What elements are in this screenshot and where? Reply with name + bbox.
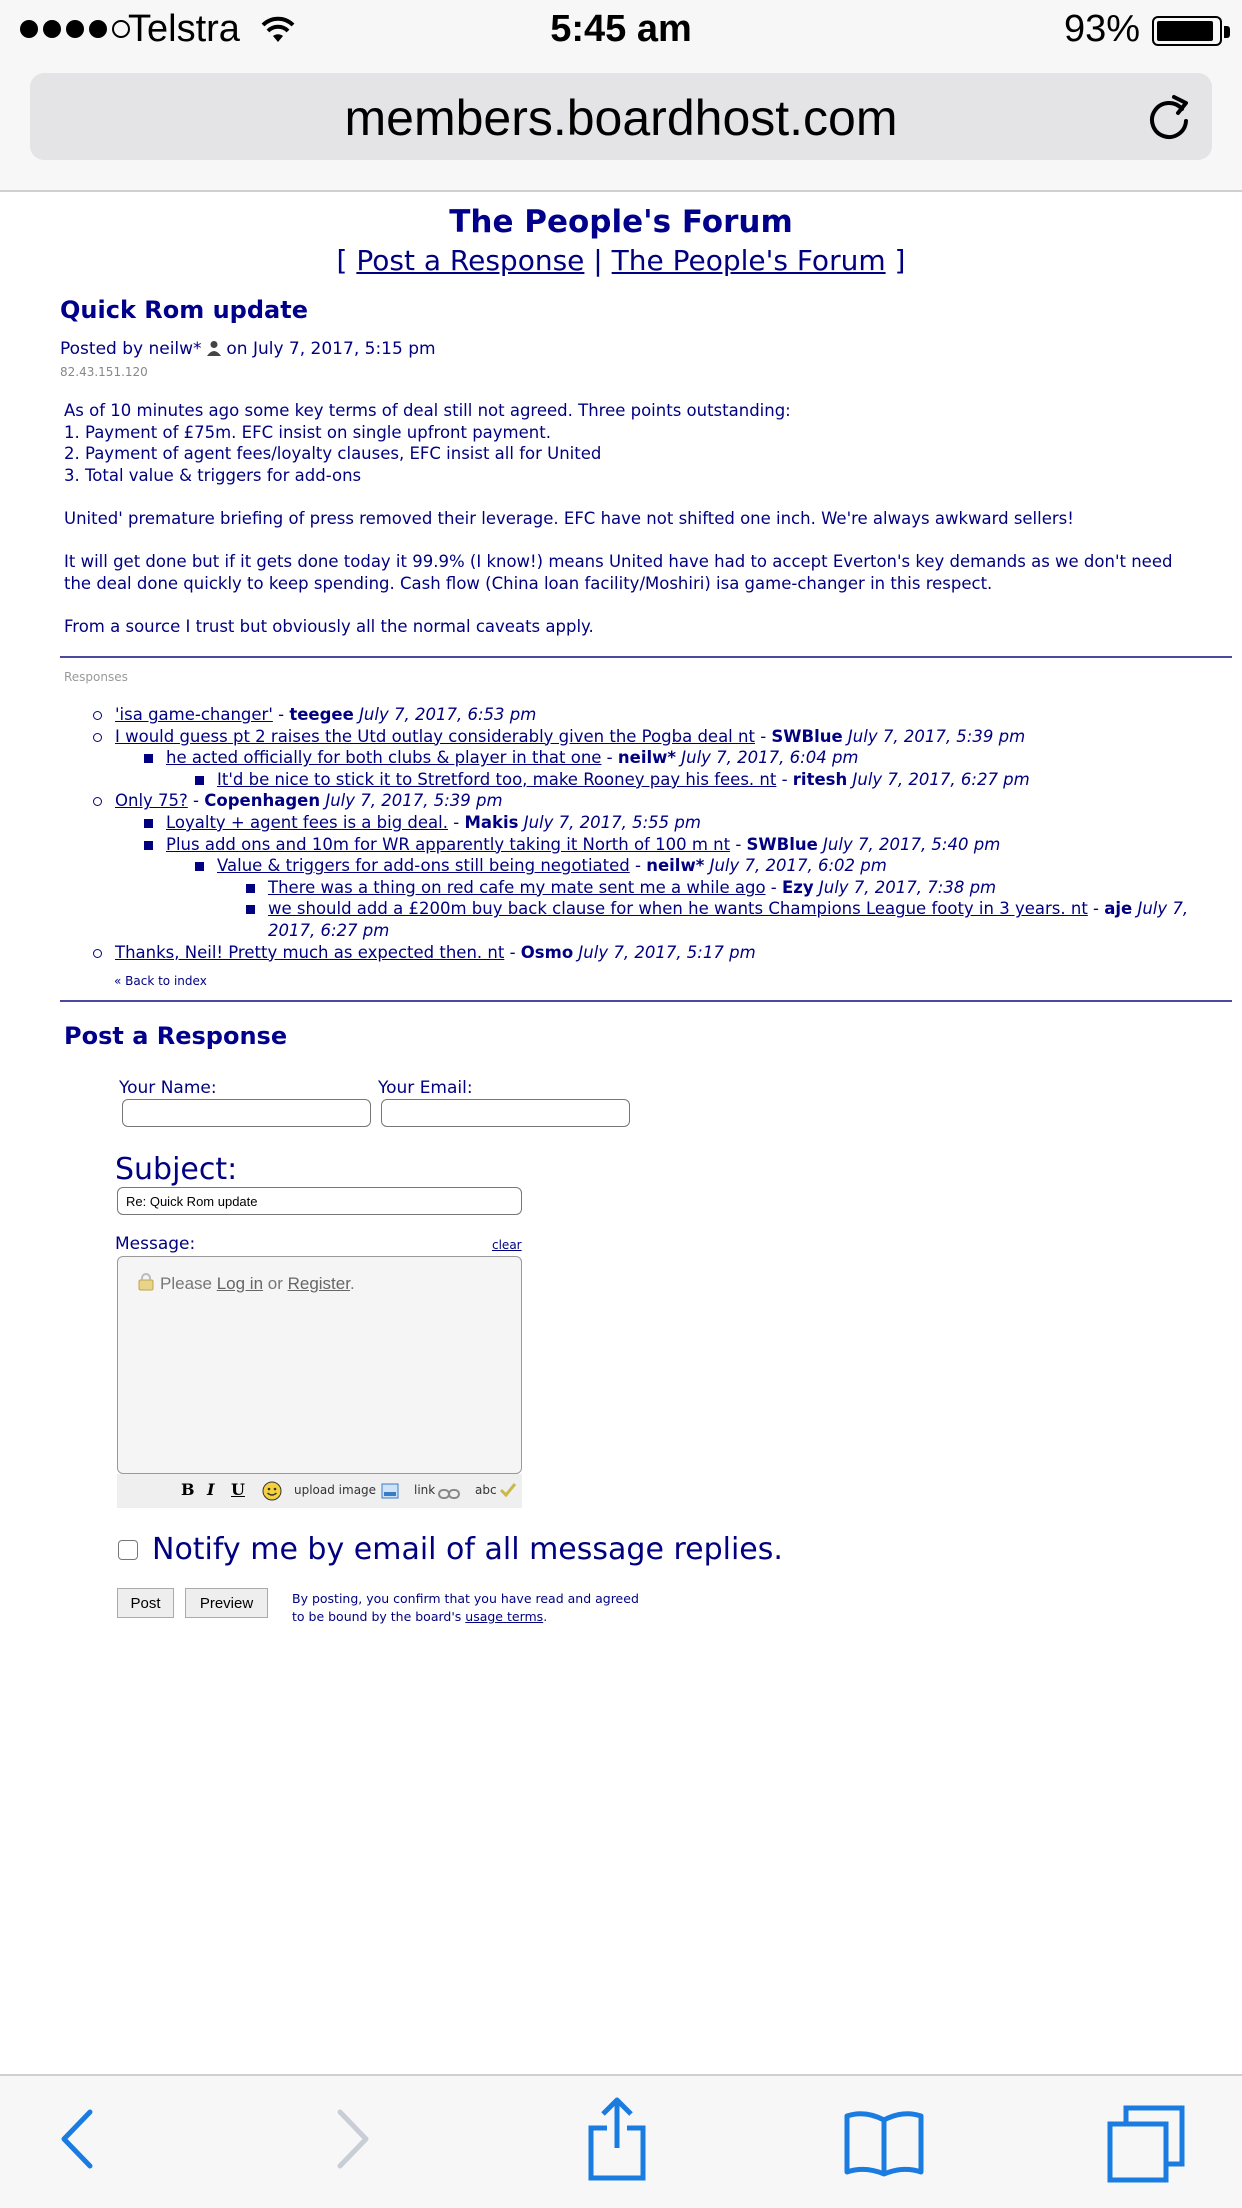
address-bar[interactable]	[30, 73, 1212, 160]
response-author: SWBlue	[771, 726, 843, 746]
back-arrow-icon[interactable]	[58, 2104, 98, 2178]
login-prefix: Please	[160, 1274, 217, 1293]
post-paragraph	[64, 400, 1184, 486]
post-button[interactable]: Post	[117, 1588, 174, 1618]
response-author: SWBlue	[746, 834, 818, 854]
response-link[interactable]: Plus add ons and 10m for WR apparently taking it North of 100 m nt	[166, 834, 731, 854]
subject-label: Subject:	[115, 1152, 238, 1187]
battery-percentage: 93%	[1063, 8, 1140, 50]
response-author: ritesh	[792, 769, 848, 789]
response-author: Ezy	[782, 877, 814, 897]
lock-icon	[138, 1273, 154, 1296]
poster-ip: 82.43.151.120	[60, 365, 148, 379]
editor-toolbar	[117, 1474, 522, 1508]
browser-bottom-toolbar	[0, 2074, 1242, 2208]
response-item	[217, 855, 887, 877]
response-item-continuation	[268, 920, 389, 942]
italic-button[interactable]: I	[207, 1480, 215, 1499]
response-date: July 7, 2017, 5:39 pm	[325, 791, 503, 811]
response-item	[115, 704, 536, 726]
separator: -	[776, 769, 793, 789]
notify-checkbox[interactable]	[118, 1540, 138, 1560]
response-date: July 7, 2017, 5:55 pm	[523, 813, 701, 832]
divider	[60, 1000, 1232, 1002]
response-link[interactable]: we should add a £200m buy back clause for when he wants Champions League footy in 3 years. nt	[268, 899, 1088, 919]
email-label: Your Email:	[378, 1078, 473, 1098]
response-link[interactable]: Thanks, Neil! Pretty much as expected then. nt	[115, 942, 505, 962]
register-link[interactable]: Register	[287, 1274, 350, 1293]
square-bullet-icon	[246, 884, 255, 893]
name-label: Your Name:	[119, 1078, 217, 1098]
response-item	[268, 898, 1188, 920]
response-author: Copenhagen	[204, 791, 321, 811]
nav-post-response-link[interactable]: Post a Response	[356, 244, 585, 277]
checkmark-icon[interactable]	[500, 1482, 516, 1501]
reload-icon[interactable]	[1146, 91, 1192, 145]
circle-bullet-icon	[93, 733, 102, 742]
post-line: 3. Total value & triggers for add-ons	[64, 465, 362, 485]
user-icon	[207, 340, 221, 361]
response-item	[166, 834, 1000, 856]
response-link[interactable]: Loyalty + agent fees is a big deal.	[166, 813, 448, 832]
posted-by-author: Posted by neilw*	[60, 339, 202, 359]
underline-button[interactable]: U	[231, 1480, 245, 1499]
status-clock: 5:45 am	[550, 8, 692, 50]
nav-bracket-close: ]	[885, 244, 906, 277]
separator: -	[448, 813, 465, 832]
separator: -	[765, 877, 782, 897]
chain-link-icon[interactable]	[438, 1485, 460, 1504]
response-link[interactable]: It'd be nice to stick it to Stretford too, make Rooney pay his fees. nt	[217, 769, 777, 789]
separator: -	[601, 748, 618, 768]
response-author: aje	[1104, 899, 1133, 919]
login-or: or	[263, 1274, 288, 1293]
preview-button[interactable]: Preview	[185, 1588, 268, 1618]
browser-top-chrome	[0, 0, 1242, 192]
response-link[interactable]: I would guess pt 2 raises the Utd outlay considerably given the Pogba deal nt	[115, 726, 755, 746]
response-author: neilw*	[646, 856, 705, 876]
square-bullet-icon	[246, 905, 255, 914]
separator: -	[187, 791, 205, 811]
forward-arrow-icon	[332, 2104, 372, 2178]
login-prompt	[138, 1273, 355, 1296]
separator: -	[629, 856, 647, 876]
post-paragraph: United' premature briefing of press removed their leverage. EFC have not shifted one inch. We're always awkward sellers!	[64, 508, 1074, 528]
square-bullet-icon	[195, 862, 204, 871]
post-line: As of 10 minutes ago some key terms of deal still not agreed. Three points outstanding:	[64, 401, 791, 420]
share-icon[interactable]	[585, 2096, 649, 2186]
battery-icon	[1152, 16, 1222, 46]
separator: -	[754, 726, 772, 746]
carrier-name: Telstra	[128, 8, 240, 50]
battery-tip	[1224, 26, 1230, 38]
response-item	[115, 726, 1025, 748]
tabs-icon[interactable]	[1106, 2104, 1186, 2188]
separator: -	[730, 834, 747, 854]
disclaimer-end: .	[543, 1609, 548, 1624]
post-paragraph: From a source I trust but obviously all the normal caveats apply.	[64, 616, 594, 636]
usage-terms-link[interactable]: usage terms	[465, 1609, 544, 1624]
post-title: Quick Rom update	[60, 296, 308, 324]
response-link[interactable]: There was a thing on red cafe my mate sent me a while ago	[268, 877, 766, 897]
response-author: Makis	[464, 813, 519, 832]
login-link[interactable]: Log in	[216, 1274, 264, 1293]
top-navigation	[0, 244, 1242, 277]
response-item	[166, 747, 859, 769]
response-item	[115, 942, 756, 964]
name-field[interactable]	[122, 1099, 371, 1127]
response-item	[217, 769, 1030, 791]
square-bullet-icon	[144, 754, 153, 763]
notify-row	[118, 1532, 783, 1567]
message-textarea[interactable]	[117, 1256, 522, 1474]
response-item	[166, 812, 701, 834]
response-link[interactable]: he acted officially for both clubs & player in that one	[166, 748, 602, 768]
notify-label: Notify me by email of all message replies.	[152, 1532, 783, 1567]
separator: -	[504, 942, 521, 962]
bookmarks-icon[interactable]	[843, 2108, 925, 2182]
response-date: July 7, 2017, 5:17 pm	[578, 942, 756, 962]
divider	[60, 656, 1232, 658]
separator: -	[1087, 899, 1105, 919]
disclaimer	[292, 1590, 652, 1626]
response-date: July 7, 2017, 7:38 pm	[818, 877, 997, 897]
post-body	[64, 400, 1184, 659]
response-date: July 7, 2017, 6:04 pm	[681, 748, 859, 768]
response-date: July 7, 2017, 6:53 pm	[359, 705, 537, 724]
url-text[interactable]: members.boardhost.com	[344, 90, 898, 146]
response-author: Osmo	[520, 942, 574, 962]
post-line: 1. Payment of £75m. EFC insist on single upfront payment.	[64, 422, 551, 442]
posted-on-date: on July 7, 2017, 5:15 pm	[220, 339, 436, 359]
responses-label: Responses	[64, 670, 128, 684]
status-bar	[0, 0, 1242, 62]
circle-bullet-icon	[93, 949, 102, 958]
clear-link[interactable]: clear	[492, 1238, 522, 1252]
response-author: teegee	[289, 705, 354, 724]
web-page	[0, 194, 1242, 2074]
disclaimer-text: By posting, you confirm that you have read and agreed to be bound by the board's	[292, 1591, 639, 1624]
response-item	[268, 877, 996, 899]
nav-bracket-open: [	[336, 244, 357, 277]
response-date: 2017, 6:27 pm	[268, 921, 390, 940]
spellcheck-button[interactable]: abc	[475, 1483, 497, 1497]
link-button[interactable]: link	[414, 1483, 436, 1497]
post-line: 2. Payment of agent fees/loyalty clauses, EFC insist all for United	[64, 444, 602, 464]
response-link[interactable]: 'isa game-changer'	[115, 705, 273, 724]
circle-bullet-icon	[93, 711, 102, 720]
email-field[interactable]	[381, 1099, 630, 1127]
separator: -	[272, 705, 290, 724]
response-item	[115, 790, 503, 812]
post-paragraph: It will get done but if it gets done today it 99.9% (I know!) means United have had to accept Everton's key demands as we don't need the deal done quickly to keep spending. Cash flow (China loan facility/Moshiri) isa game-changer in this respect.	[64, 552, 1173, 593]
circle-bullet-icon	[93, 797, 102, 806]
subject-field[interactable]	[117, 1187, 522, 1215]
nav-separator: |	[584, 244, 612, 277]
back-to-index-link[interactable]: « Back to index	[114, 974, 207, 988]
response-date: July 7, 2017, 6:27 pm	[852, 769, 1030, 789]
nav-forum-link[interactable]: The People's Forum	[611, 244, 886, 277]
response-author: neilw*	[617, 748, 677, 768]
response-date: July 7, 2017, 6:02 pm	[709, 856, 887, 876]
forum-title: The People's Forum	[449, 204, 793, 240]
bold-button[interactable]: B	[181, 1480, 195, 1499]
upload-image-button[interactable]: upload image	[294, 1483, 377, 1497]
response-link[interactable]: Value & triggers for add-ons still being negotiated	[217, 856, 630, 876]
square-bullet-icon	[195, 776, 204, 785]
smiley-icon[interactable]	[262, 1481, 282, 1505]
response-date: July 7, 2017, 5:39 pm	[847, 726, 1026, 746]
response-date: July 7,	[1137, 899, 1189, 919]
message-label: Message:	[115, 1234, 196, 1254]
login-suffix: .	[349, 1274, 355, 1293]
form-title: Post a Response	[64, 1022, 288, 1050]
post-byline	[60, 339, 436, 361]
square-bullet-icon	[144, 841, 153, 850]
response-link[interactable]: Only 75?	[115, 791, 188, 811]
square-bullet-icon	[144, 819, 153, 828]
image-icon[interactable]	[381, 1483, 399, 1503]
response-date: July 7, 2017, 5:40 pm	[823, 834, 1001, 854]
